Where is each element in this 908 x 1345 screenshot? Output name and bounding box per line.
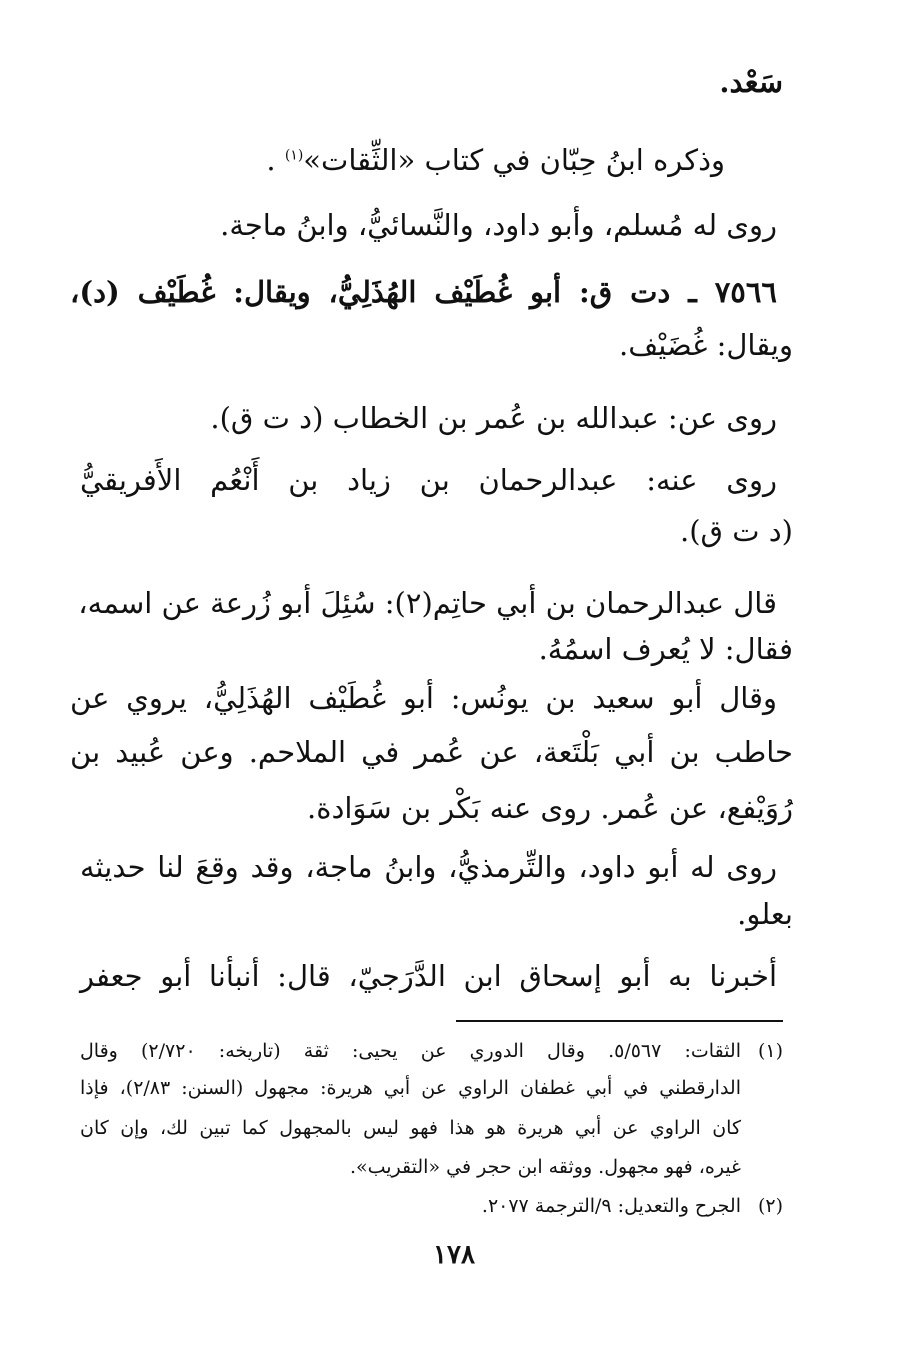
- entry-heading: سَعْد.: [719, 65, 783, 99]
- footnote-line: الثقات: ٥/٥٦٧. وقال الدوري عن يحيى: ثقة (تاريخه: ٢/٧٢٠) وقال: [80, 1040, 741, 1062]
- footnote-line: كان الراوي عن أبي هريرة هو هذا فهو ليس بالمجهول كما تبين لك، وإن كان: [80, 1117, 741, 1139]
- book-page: [70, 0, 793, 1345]
- footnote-ref-1: (١): [284, 147, 304, 164]
- text-line: ويقال: غُضَيْف.: [619, 328, 793, 362]
- footnote-number: (١): [757, 1040, 783, 1062]
- page-number: ١٧٨: [433, 1240, 475, 1270]
- entry-number-line: ٧٥٦٦ ـ دت ق: أبو غُطَيْف الهُذَلِيُّ، ويقال: غُطَيْف (د)،: [70, 275, 777, 309]
- text-line: روى عن: عبدالله بن عُمر بن الخطاب (د ت ق).: [210, 401, 777, 435]
- text-line: (د ت ق).: [680, 514, 793, 548]
- text-line: روى عنه: عبدالرحمان بن زياد بن أَنْعُم الأَفريقيُّ: [80, 463, 777, 497]
- text-line: رُوَيْفع، عن عُمر. روى عنه بَكْر بن سَوَادة.: [307, 791, 793, 825]
- footnote-line: الدارقطني في أبي غطفان الراوي عن أبي هريرة: مجهول (السنن: ٢/٨٣)، فإذا: [80, 1077, 741, 1099]
- footnote-number: (٢): [757, 1195, 783, 1217]
- text-line: روى له أبو داود، والتِّرمذيُّ، وابنُ ماجة، وقد وقعَ لنا حديثه: [80, 850, 777, 884]
- text-line: أخبرنا به أبو إسحاق ابن الدَّرَجيّ، قال: أنبأنا أبو جعفر: [80, 959, 777, 993]
- text-span: وذكره ابنُ حِبّان في كتاب «الثِّقات»: [303, 143, 725, 177]
- text-line: حاطب بن أبي بَلْتَعة، عن عُمر في الملاحم. وعن عُبيد بن: [70, 735, 793, 769]
- footnote-line: الجرح والتعديل: ٩/الترجمة ٢٠٧٧.: [481, 1195, 741, 1217]
- text-line: بعلو.: [737, 897, 793, 931]
- text-line: فقال: لا يُعرف اسمُهُ.: [538, 632, 793, 666]
- text-line: وقال أبو سعيد بن يونُس: أبو غُطَيْف الهُذَلِيُّ، يروي عن: [70, 681, 777, 715]
- text-line: [80, 143, 725, 177]
- text-span: .: [266, 143, 276, 177]
- text-line: قال عبدالرحمان بن أبي حاتِم(٢): سُئِلَ أبو زُرعة عن اسمه،: [78, 586, 777, 620]
- text-line: روى له مُسلم، وأبو داود، والنَّسائيُّ، وابنُ ماجة.: [220, 208, 777, 242]
- footnote-separator: [456, 1020, 783, 1022]
- footnote-line: غيره، فهو مجهول. ووثقه ابن حجر في «التقريب».: [349, 1156, 741, 1178]
